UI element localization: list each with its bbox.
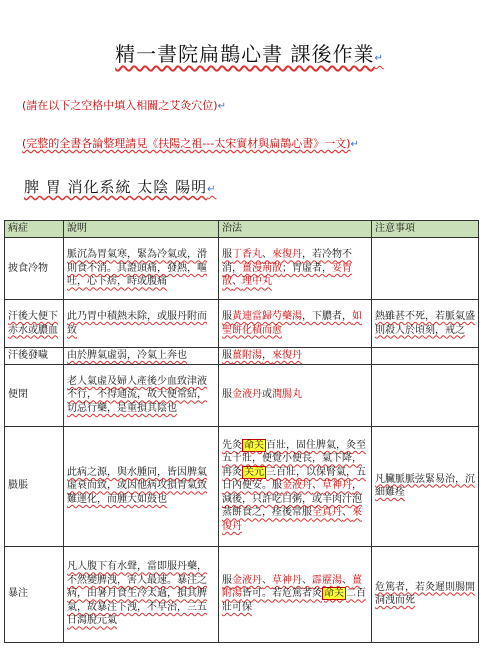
table-row [5,300,479,348]
section-heading: 脾 胃 消化系統 太陰 陽明↵ [24,178,217,196]
cell-disease[interactable]: 臌脹 [5,426,64,546]
acupoint-highlight: 命关 [324,588,344,600]
header-disease: 病症 [5,221,64,238]
cell-treatment[interactable]: 服黃連當歸芍藥湯，下膿者，如聖餅化積而愈 [219,300,372,348]
cell-description[interactable]: 此病之源，與水腫同，皆因脾氣虛衰而致，或因他病攻損胃氣致難運化，而腫大如鼓也 [64,426,219,546]
cell-disease[interactable]: 汗後大便下赤水或膿血 [5,300,64,348]
cell-description[interactable]: 凡人腹下有水聲，當即服丹藥，不然變脾洩，害人最速。暴注之病，由暑月食生冷太過，損其脾氣，故暴注下洩，不早治，三五日瀉脫元氣 [64,546,219,642]
reference-note: (完整的全書各論整理請見《扶陽之祖---太宋實材與扁鵲心書》一文)↵ [22,137,359,150]
header-treatment: 治法 [219,221,372,238]
cell-description[interactable]: 由於脾氣虛弱，冷氣上奔也 [64,348,219,365]
table-row [5,426,479,546]
cell-treatment[interactable]: 服金液丹、草神丹、霹靂湯、薑附湯皆可。若危篤者灸 命关 二百壯可保 [219,546,372,642]
table-row [5,238,479,300]
cell-treatment[interactable]: 服丁香丸、來復丹，若冷物不消，薑漫荊散；胃虛者，妥胃散、理中丸 [219,238,372,300]
cell-description[interactable]: 此乃胃中積熱未除，或服丹附而致 [64,300,219,348]
table-row [5,364,479,426]
cell-caution[interactable] [372,364,479,426]
cell-description[interactable]: 脈沉為胃氣寒，緊為冷氣或，滑則食不消。其證頭痛，發熱，嘔吐，心下痞，時或腹痛 [64,238,219,300]
cell-caution[interactable]: 熱雖甚不死，若脈氣盛則殺人於頃刻，戒之 [372,300,479,348]
table-row [5,546,479,642]
cell-caution[interactable]: 危篤者，若灸遲則腸開洞洩而死 [372,546,479,642]
cell-description[interactable]: 老人氣虛及婦人產後少血致津液不行，不得通流，故大便常結，切忌行藥，是重損其陰也 [64,364,219,426]
page-title: 精一書院扁鵲心書 課後作業↵ [115,42,384,66]
table-header-row [5,221,479,238]
acupoint-highlight: 命关 [244,439,264,451]
homework-table [4,220,479,643]
acupoint-highlight: 关元 [244,466,264,478]
cell-caution[interactable] [372,348,479,365]
instruction-note: (請在以下之空格中填入相關之艾灸穴位)↵ [22,99,226,112]
cell-treatment[interactable]: 服金液丹或潤腸丸 [219,364,372,426]
cell-disease[interactable]: 便閉 [5,364,64,426]
cell-treatment[interactable]: 先灸 命关 百壯，固住脾氣，灸至五十壯，便覺小便長，氣下降，再灸 关元 三百壯，以保腎氣，五日內便安。服金液丹、草神丹，減後，只許吃白粥，或羊肉汁泡蒸餅食之，痊後常服全真丹、來復丹 [219,426,372,546]
cell-treatment[interactable]: 服薑附湯，來復丹 [219,348,372,365]
cell-disease[interactable]: 汗後發噦 [5,348,64,365]
header-description: 說明 [64,221,219,238]
cell-disease[interactable]: 披食冷物 [5,238,64,300]
cell-disease[interactable]: 暴注 [5,546,64,642]
cell-caution[interactable]: 凡臟脈脈弦緊易治，沉細難痊 [372,426,479,546]
cell-caution[interactable] [372,238,479,300]
header-caution: 注意事項 [372,221,479,238]
table-row [5,348,479,365]
